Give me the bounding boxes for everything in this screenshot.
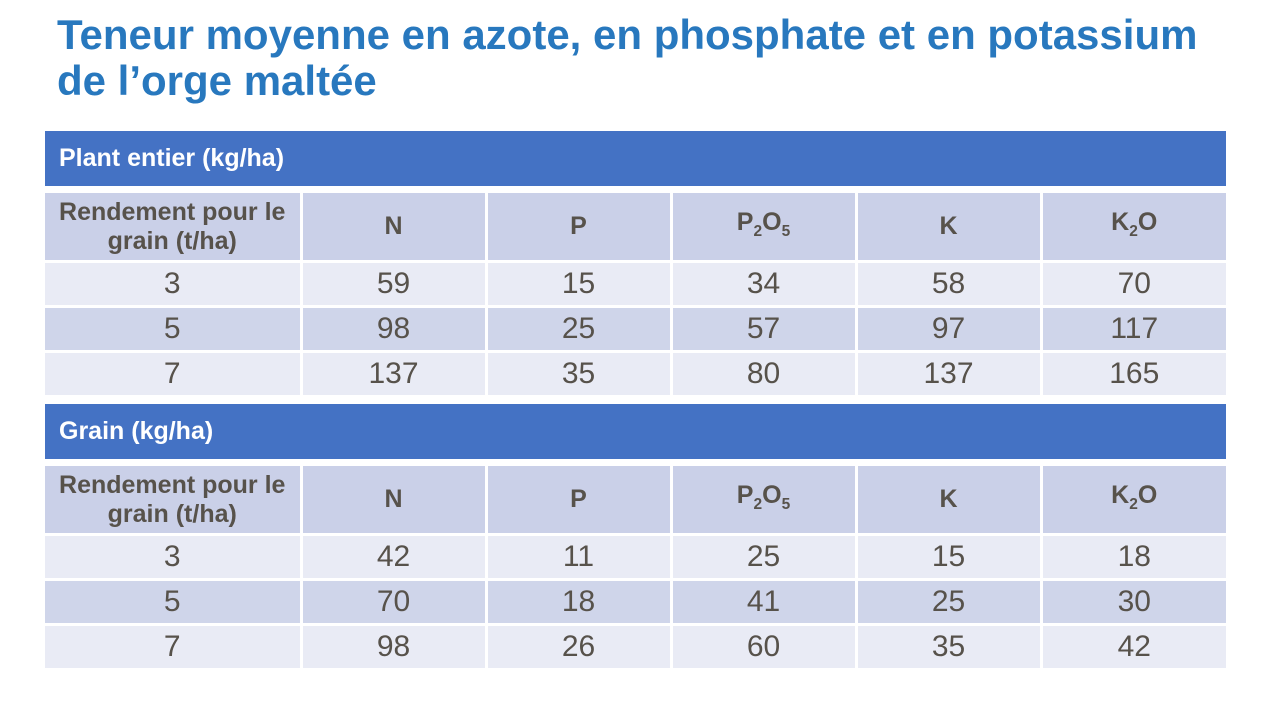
tables-area bbox=[45, 131, 1226, 677]
table-cell: 7 bbox=[45, 352, 301, 397]
table-cell: 7 bbox=[45, 625, 301, 670]
table-cell: 35 bbox=[486, 352, 671, 397]
table-cell: 26 bbox=[486, 625, 671, 670]
table-cell: 5 bbox=[45, 307, 301, 352]
table-cell: 58 bbox=[856, 262, 1041, 307]
table-body bbox=[45, 262, 1226, 397]
table-section-plant-entier bbox=[45, 131, 1226, 398]
table-section-grain bbox=[45, 404, 1226, 671]
table-cell: 137 bbox=[856, 352, 1041, 397]
table-cell: 42 bbox=[301, 535, 486, 580]
table-banner-plant-entier: Plant entier (kg/ha) bbox=[45, 131, 1226, 186]
table-cell: 25 bbox=[486, 307, 671, 352]
column-header: Rendement pour le grain (t/ha) bbox=[45, 465, 301, 535]
table-cell: 98 bbox=[301, 625, 486, 670]
table-cell: 18 bbox=[1041, 535, 1226, 580]
table-cell: 80 bbox=[671, 352, 856, 397]
table-cell: 5 bbox=[45, 580, 301, 625]
column-header: $P_2O_5$ bbox=[671, 192, 856, 262]
column-header: K bbox=[856, 465, 1041, 535]
table-cell: 97 bbox=[856, 307, 1041, 352]
table-body bbox=[45, 535, 1226, 670]
table-header-row bbox=[45, 192, 1226, 262]
table-cell: 70 bbox=[301, 580, 486, 625]
table-row bbox=[45, 262, 1226, 307]
column-header: N bbox=[301, 465, 486, 535]
column-header: N bbox=[301, 192, 486, 262]
table-banner-grain: Grain (kg/ha) bbox=[45, 404, 1226, 459]
table-row bbox=[45, 625, 1226, 670]
table-row bbox=[45, 580, 1226, 625]
table-row bbox=[45, 352, 1226, 397]
table-cell: 15 bbox=[486, 262, 671, 307]
table-cell: 18 bbox=[486, 580, 671, 625]
table-cell: 57 bbox=[671, 307, 856, 352]
table-row bbox=[45, 307, 1226, 352]
table-cell: 11 bbox=[486, 535, 671, 580]
table-cell: 30 bbox=[1041, 580, 1226, 625]
column-header: K bbox=[856, 192, 1041, 262]
table-cell: 15 bbox=[856, 535, 1041, 580]
table-row-header bbox=[45, 465, 1226, 535]
data-table-grain bbox=[45, 463, 1226, 671]
column-header: Rendement pour le grain (t/ha) bbox=[45, 192, 301, 262]
table-cell: 25 bbox=[671, 535, 856, 580]
column-header: P bbox=[486, 465, 671, 535]
table-cell: 34 bbox=[671, 262, 856, 307]
table-cell: 42 bbox=[1041, 625, 1226, 670]
table-cell: 98 bbox=[301, 307, 486, 352]
table-cell: 117 bbox=[1041, 307, 1226, 352]
table-cell: 25 bbox=[856, 580, 1041, 625]
table-cell: 60 bbox=[671, 625, 856, 670]
table-cell: 35 bbox=[856, 625, 1041, 670]
table-cell: 137 bbox=[301, 352, 486, 397]
slide-title: Teneur moyenne en azote, en phosphate et en potassium de l’orge maltée bbox=[57, 11, 1198, 104]
column-header: $K_2O$ bbox=[1041, 465, 1226, 535]
table-cell: 3 bbox=[45, 535, 301, 580]
column-header: $K_2O$ bbox=[1041, 192, 1226, 262]
column-header: $P_2O_5$ bbox=[671, 465, 856, 535]
table-row-header bbox=[45, 192, 1226, 262]
column-header: P bbox=[486, 192, 671, 262]
data-table-plant-entier bbox=[45, 190, 1226, 398]
table-cell: 41 bbox=[671, 580, 856, 625]
table-cell: 59 bbox=[301, 262, 486, 307]
table-cell: 70 bbox=[1041, 262, 1226, 307]
table-cell: 3 bbox=[45, 262, 301, 307]
table-cell: 165 bbox=[1041, 352, 1226, 397]
table-row bbox=[45, 535, 1226, 580]
table-header-row bbox=[45, 465, 1226, 535]
